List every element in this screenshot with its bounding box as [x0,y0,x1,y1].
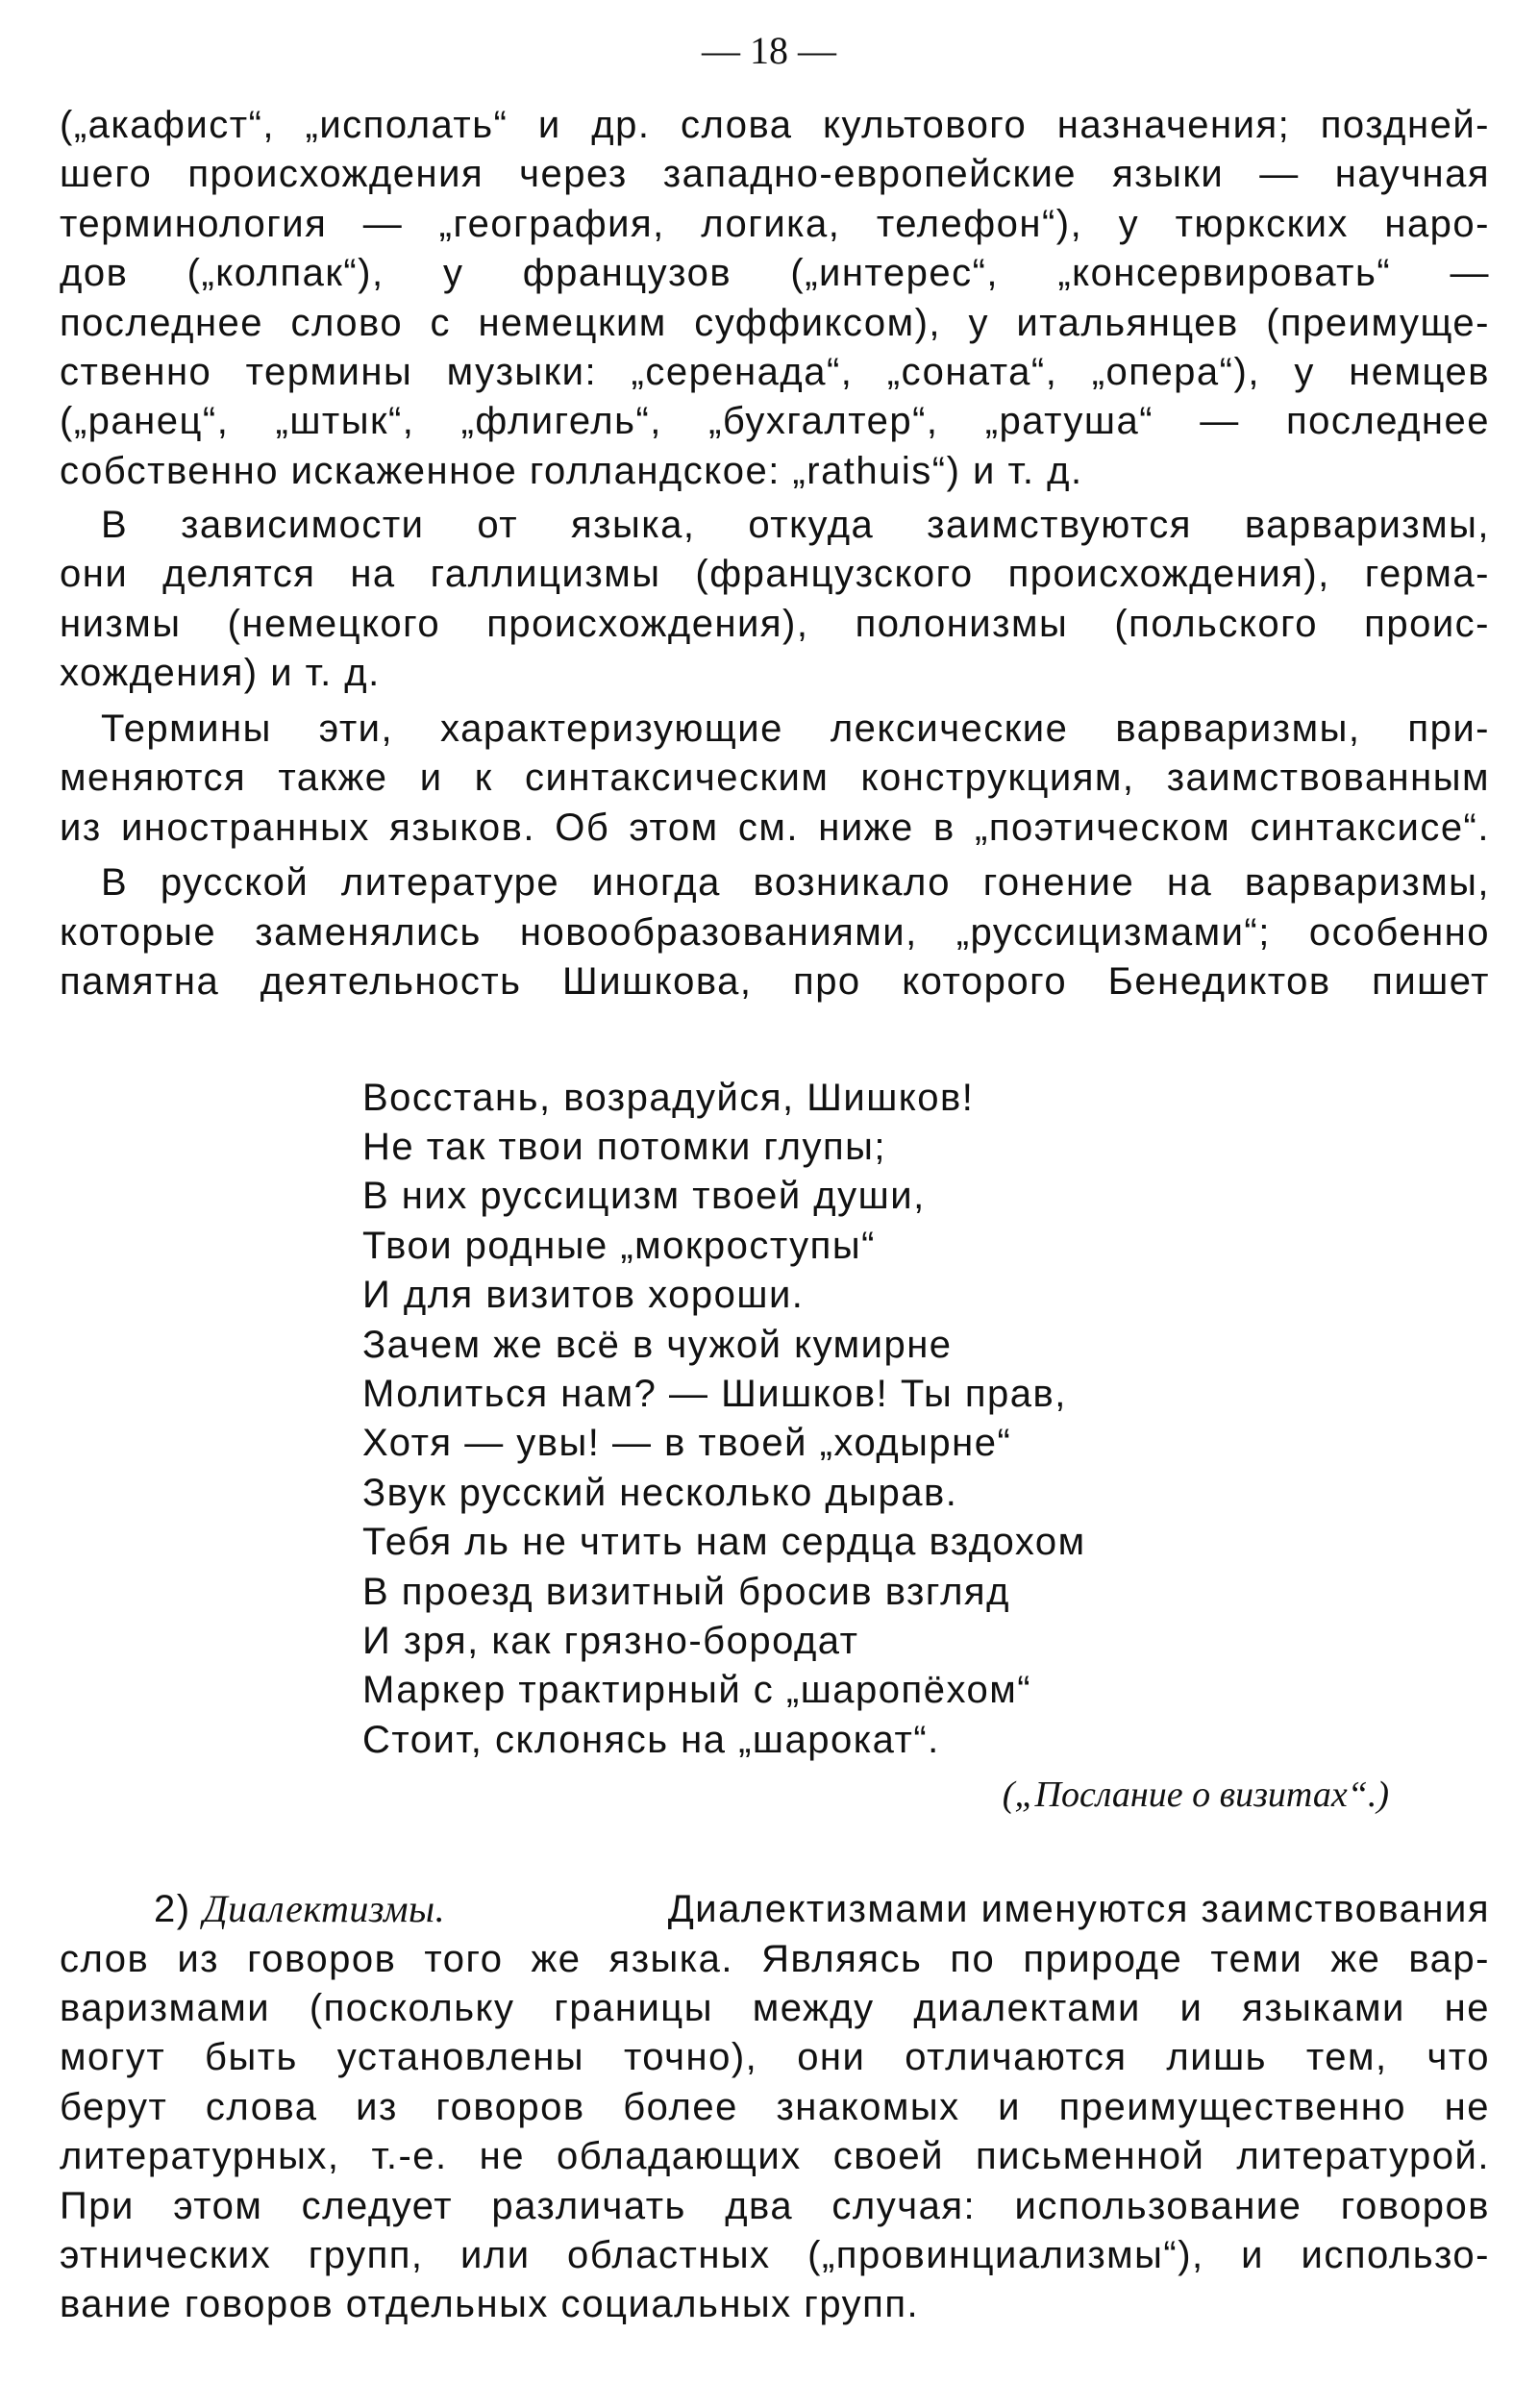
paragraph-line: меняются также и к синтаксическим конструкциям, заимствованным [60,757,1490,800]
section-number: 2) [154,1888,191,1931]
paragraph-line: берут слова из говоров более знакомых и преимущественно не [60,2085,1490,2128]
paragraph-line: В зависимости от языка, откуда заимствуются варваризмы, [101,503,1490,546]
paragraph-line: могут быть установлены точно), они отличаются лишь тем, что [60,2036,1490,2079]
paragraph-line: литературных, т.-е. не обладающих своей письменной литературой. [60,2135,1490,2178]
poem-line: И зря, как грязно-бородат [362,1619,859,1662]
paragraph-line: слов из говоров того же языка. Являясь по природе теми же вар- [60,1937,1490,1980]
paragraph-line: собственно искаженное голландское: „rathuis“) и т. д. [60,449,1083,492]
paragraph-line: („акафист“, „исполать“ и др. слова культового назначения; поздней- [60,104,1490,146]
poem-line: Стоит, склонясь на „шарокат“. [362,1718,940,1761]
paragraph-line: терминология — „география, логика, телефон“), у тюркских наро- [60,202,1490,245]
paragraph-line: которые заменялись новообразованиями, „руссицизмами“; особенно [60,910,1490,954]
poem-line: Не так твои потомки глупы; [362,1126,886,1168]
paragraph-line: варизмами (поскольку границы между диалектами и языками не [60,1987,1490,2029]
poem-line: Хотя — увы! — в твоей „ходырне“ [362,1422,1012,1465]
poem-line: И для визитов хороши. [362,1274,805,1317]
paragraph-line: („ранец“, „штык“, „флигель“, „бухгалтер“, „ратуша“ — последнее [60,400,1490,443]
poem-line: Молиться нам? — Шишков! Ты прав, [362,1372,1067,1415]
paragraph-line: хождения) и т. д. [60,652,381,694]
section-term: Диалектизмы. [203,1887,446,1931]
paragraph-first-line [154,1886,1490,1932]
paragraph-line-rest: Диалектизмами именуются заимствования [667,1888,1490,1931]
poem-line: Маркер трактирный с „шаропёхом“ [362,1669,1032,1712]
poem-line: Восстань, возрадуйся, Шишков! [362,1076,975,1119]
paragraph-line: ственно термины музыки: „серенада“, „соната“, „опера“), у немцев [60,350,1490,393]
paragraph-line: этнических групп, или областных („провинциализмы“), и использо- [60,2233,1490,2276]
paragraph-line: При этом следует различать два случая: использование говоров [60,2184,1490,2227]
poem-line: Звук русский несколько дырав. [362,1471,958,1514]
page-number: — 18 — [702,28,836,72]
paragraph-line: памятна деятельность Шишкова, про которого Бенедиктов пишет [60,960,1490,1004]
poem-line: Зачем же всё в чужой кумирне [362,1323,953,1366]
paragraph-line: они делятся на галлицизмы (французского происхождения), герма- [60,553,1490,596]
paragraph-line: Термины эти, характеризующие лексические варваризмы, при- [101,707,1490,750]
poem-line: Твои родные „мокроступы“ [362,1224,876,1267]
paragraph-line: последнее слово с немецким суффиксом), у итальянцев (преимуще- [60,301,1490,344]
paragraph-line: шего происхождения через западно-европейские языки — научная [60,153,1490,196]
paragraph-line: дов („колпак“), у французов („интерес“, „консервировать“ — [60,252,1490,295]
poem-attribution: („Послание о визитах“.) [1002,1775,1389,1816]
paragraph-line: вание говоров отдельных социальных групп. [60,2283,920,2326]
paragraph-line: В русской литературе иногда возникало гонение на варваризмы, [101,861,1490,905]
poem-line: В проезд визитный бросив взгляд [362,1570,1010,1613]
paragraph-line: из иностранных языков. Об этом см. ниже в „поэтическом синтаксисе“. [60,806,1490,849]
paragraph-line: низмы (немецкого происхождения), полонизмы (польского проис- [60,602,1490,645]
poem-line: В них руссицизм твоей души, [362,1175,926,1218]
poem-line: Тебя ль не чтить нам сердца вздохом [362,1521,1086,1564]
paragraph-lead [154,1886,445,1932]
